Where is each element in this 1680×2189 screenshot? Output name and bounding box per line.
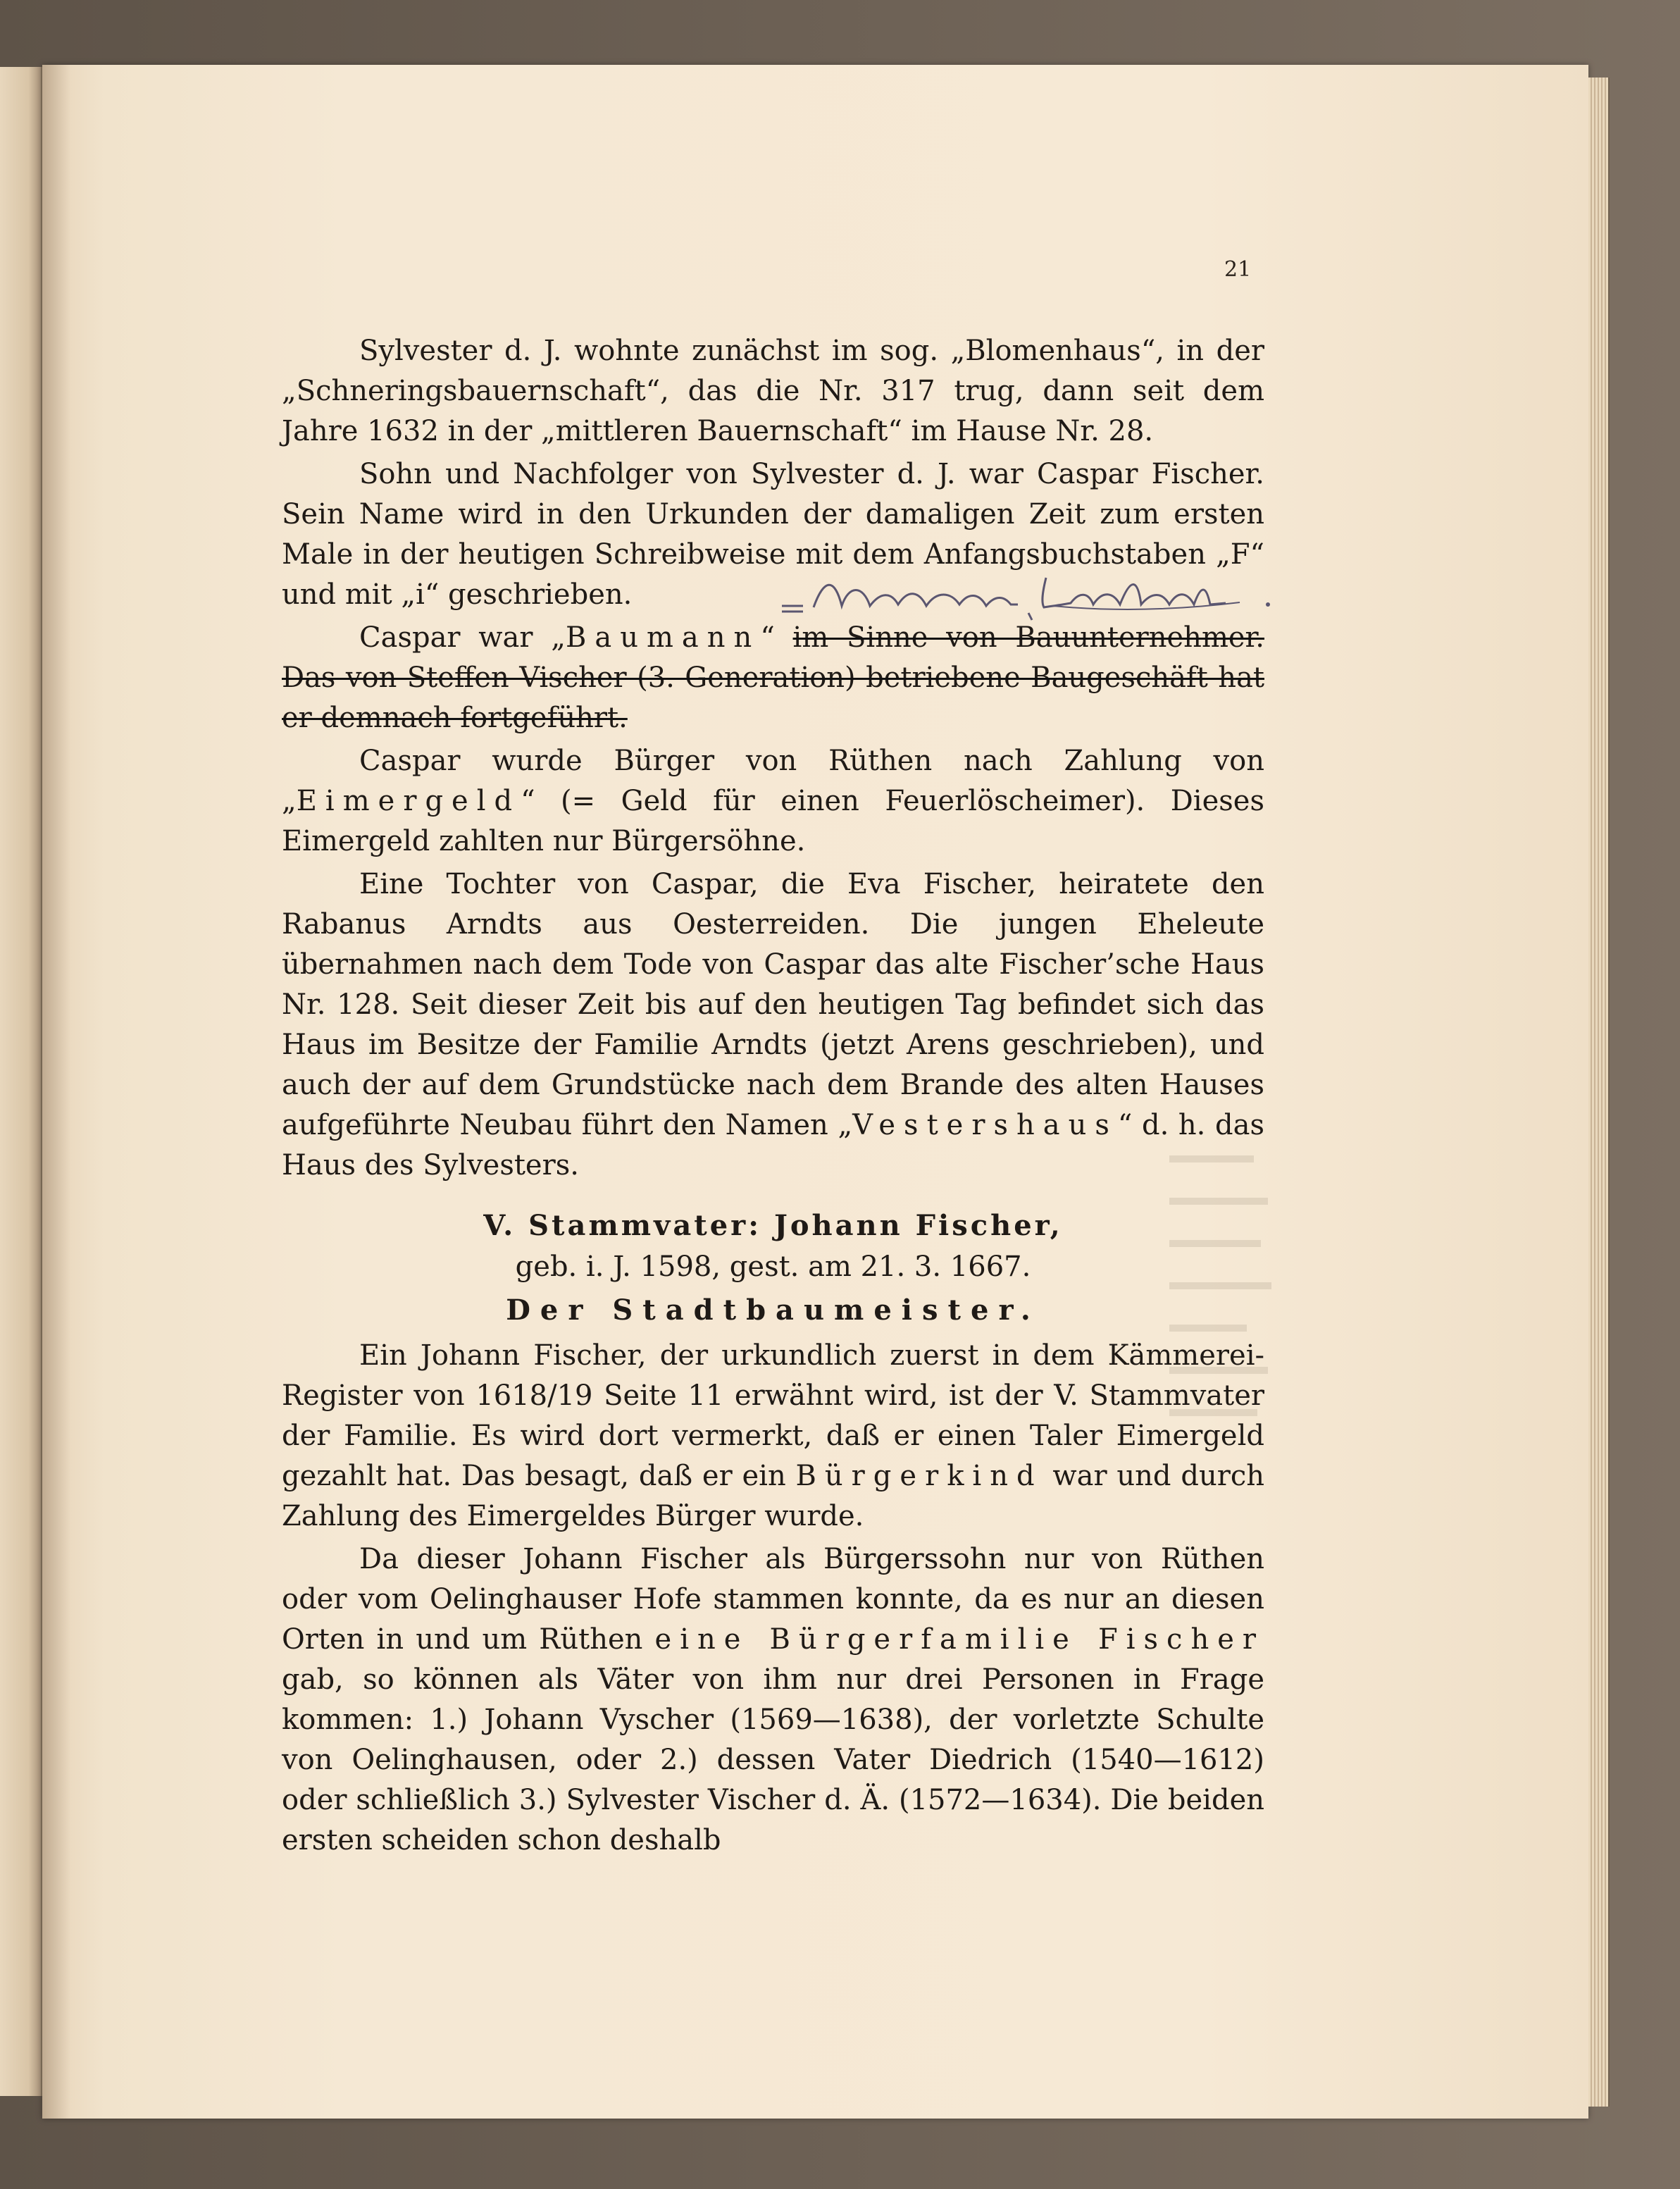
p6-spaced: Bürgerkind <box>795 1460 1043 1492</box>
page-text <box>282 331 1264 1864</box>
paragraph-6 <box>282 1336 1264 1537</box>
p6-start: Ein Johann Fischer, der urkundlich zuerst in dem Kämmerei-Register von 1618/19 Seite 11 erwähnt wird, ist der V. Stammvater der Familie. Es wird dort vermerkt, daß er einen Taler Eimergeld gezahlt hat. Das besagt, daß er ein <box>282 1339 1264 1492</box>
paragraph-7 <box>282 1539 1264 1861</box>
p3-quote-end: “ <box>760 621 793 654</box>
section-subheading: geb. i. J. 1598, gest. am 21. 3. 1667. <box>515 1251 1031 1283</box>
p6-end: war und durch Zahlung des Eimergeldes Bürger wurde. <box>282 1460 1264 1532</box>
p7-spaced: eine Bürgerfamilie Fischer <box>654 1623 1264 1656</box>
p7-start: Da dieser Johann Fischer als Bürgerssohn nur von Rüthen oder vom Oelinghauser Hofe stammen konnte, da es nur an diesen Orten in und um Rüthen <box>282 1543 1264 1656</box>
struck-text: im Sinne von Bauunternehmer. Das von Steffen Vischer (3. Generation) betriebene Baugeschäft hat er demnach fortgeführt. <box>282 621 1264 734</box>
p4-end: “ (= Geld für einen Feuerlöscheimer). Dieses Eimergeld zahlten nur Bürgersöhne. <box>282 785 1264 857</box>
left-page-edge <box>0 67 42 2096</box>
p3-start: Caspar war „ <box>359 621 566 654</box>
paragraph-3 <box>282 618 1264 738</box>
paragraph-1: Sylvester d. J. wohnte zunächst im sog. „Blomenhaus“, in der „Schneringsbauernschaft“, das die Nr. 317 trug, dann seit dem Jahre 1632 in der „mittleren Bauernschaft“ im Hause Nr. 28. <box>282 335 1264 447</box>
p5-end: “ d. h. das Haus des Sylvesters. <box>282 1109 1264 1182</box>
p3-spaced: Baumann <box>566 621 761 654</box>
section-title: Der Stadtbaumeister. <box>506 1294 1040 1327</box>
p5-spaced: Vestershaus <box>852 1109 1118 1141</box>
paragraph-5 <box>282 864 1264 1186</box>
p7-end: gab, so können als Väter von ihm nur drei Personen in Frage kommen: 1.) Johann Vyscher (1569—1638), der vorletzte Schulte von Oelinghausen, oder 2.) dessen Vater Diedrich (1540—1612) oder schließlich 3.) Sylvester Vischer d. Ä. (1572—1634). Die beiden ersten scheiden schon deshalb <box>282 1663 1264 1856</box>
section-heading: V. Stammvater: Johann Fischer, <box>483 1209 1063 1242</box>
paragraph-4 <box>282 741 1264 862</box>
p4-spaced: Eimergeld <box>296 785 521 817</box>
page-number: 21 <box>1224 257 1252 282</box>
page-gutter-shadow <box>42 65 70 2119</box>
p5-start: Eine Tochter von Caspar, die Eva Fischer, heiratete den Rabanus Arndts aus Oesterreiden. Die jungen Eheleute übernahmen nach dem Tode von Caspar das alte Fischer’sche Haus Nr. 128. Seit dieser Zeit bis auf den heutigen Tag befindet sich das Haus im Besitze der Familie Arndts (jetzt Arens geschrieben), und auch der auf dem Grundstücke nach dem Brande des alten Hauses aufgeführte Neubau führt den Namen „ <box>282 868 1264 1141</box>
paragraph-2: Sohn und Nachfolger von Sylvester d. J. war Caspar Fischer. Sein Name wird in den Urkunden der damaligen Zeit zum ersten Male in der heutigen Schreibweise mit dem Anfangsbuchstaben „F“ und mit „i“ geschrieben. <box>282 458 1264 611</box>
p4-start: Caspar wurde Bürger von Rüthen nach Zahlung von „ <box>282 745 1264 817</box>
page-stack-edge <box>1588 77 1610 2107</box>
